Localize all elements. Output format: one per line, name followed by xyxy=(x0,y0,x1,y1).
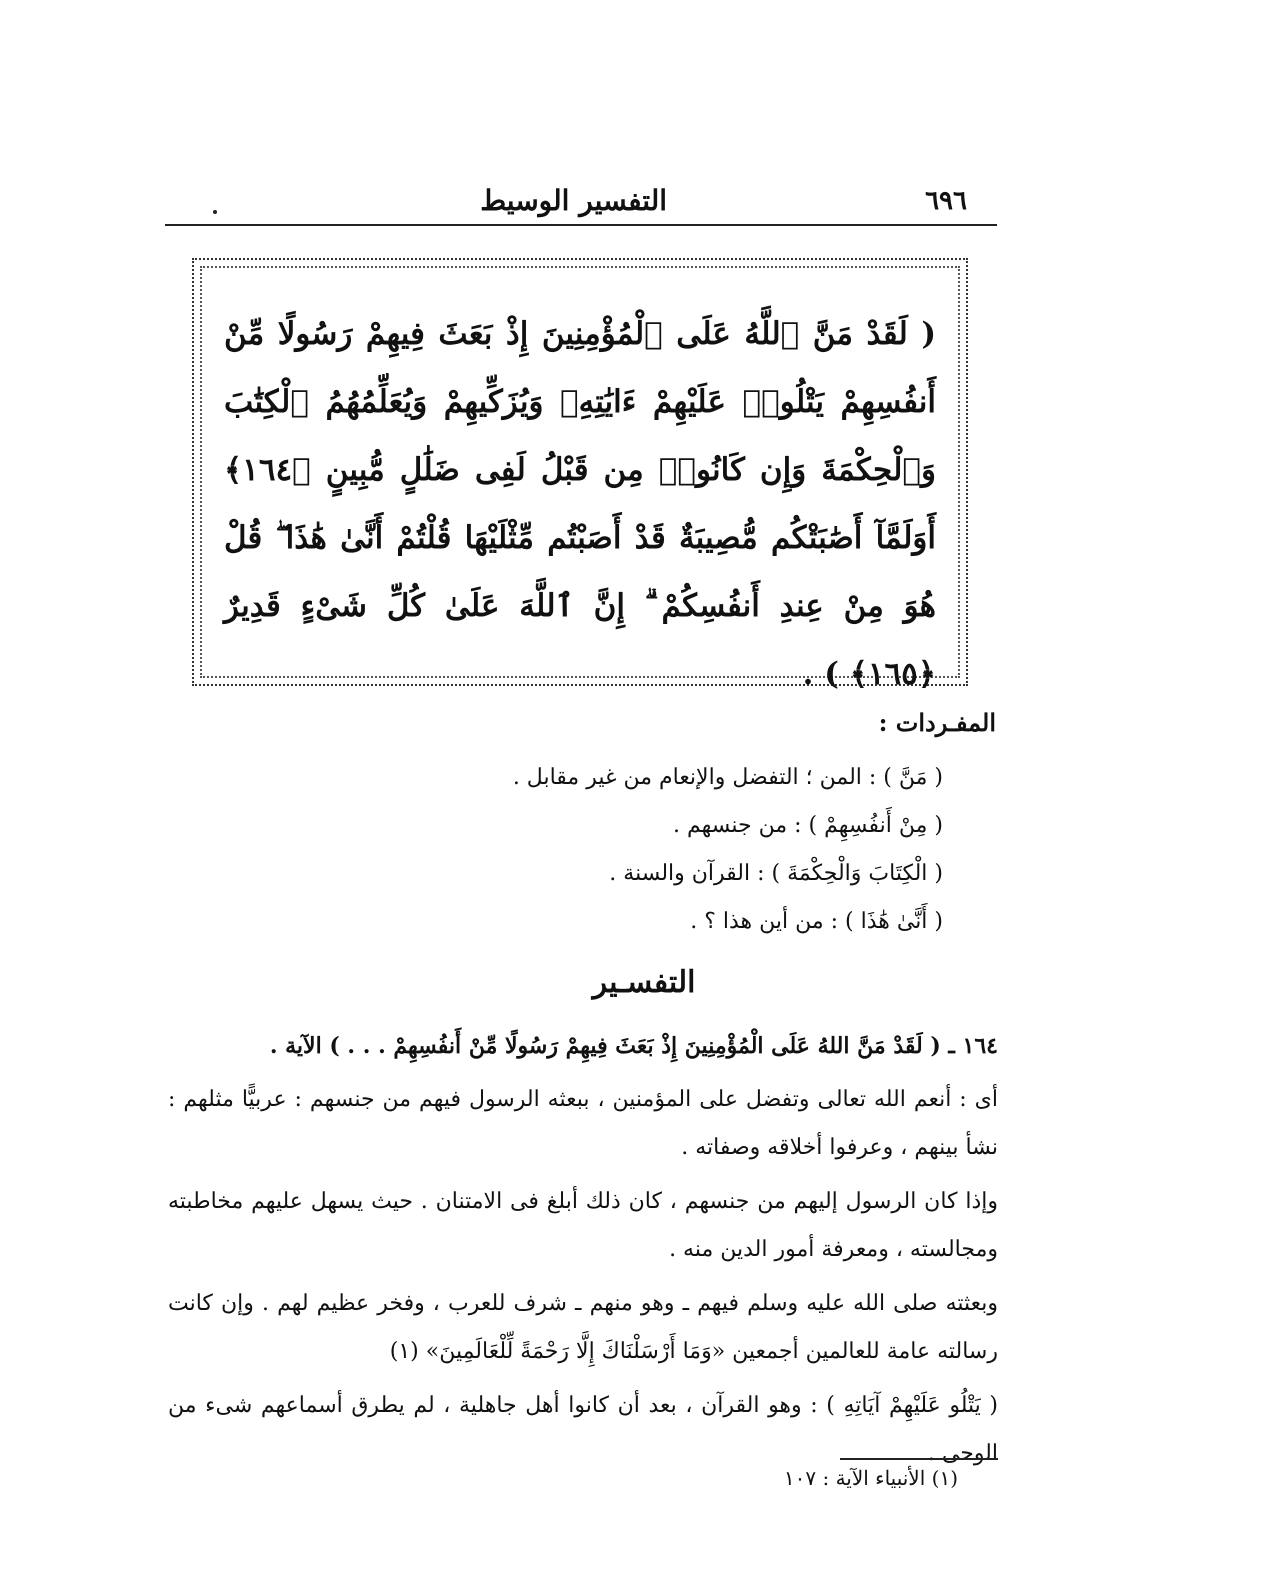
tafsir-section-title: التفسـير xyxy=(592,965,696,1000)
verse-frame xyxy=(192,258,968,692)
tafsir-paragraph: وبعثته صلى الله عليه وسلم فيهم ـ وهو منهم ـ شرف للعرب ، وفخر عظيم لهم . وإن كانت رسالته عامة للعالمين أجمعين «وَمَا أَرْسَلْنَاكَ إِلَّا رَحْمَةً لِّلْعَالَمِينَ» (١) xyxy=(168,1291,998,1364)
tafsir-body xyxy=(168,1022,998,1484)
vocabulary-item: ( أَنَّىٰ هَٰذَا ) : من أين هذا ؟ . xyxy=(690,909,943,934)
vocabulary-heading: المفـردات : xyxy=(878,708,996,737)
vocabulary-item: ( الْكِتَابَ وَالْحِكْمَةَ ) : القرآن والسنة . xyxy=(609,861,943,886)
page-number: ٦٩٦ xyxy=(925,186,967,216)
tafsir-paragraph: ( يَتْلُو عَلَيْهِمْ آيَاتِهِ ) : وهو القرآن ، بعد أن كانوا أهل جاهلية ، لم يطرق أسماعهم شىء من الوحى . xyxy=(168,1393,998,1466)
running-title: التفسير الوسيط xyxy=(480,184,667,217)
tafsir-paragraph: أى : أنعم الله تعالى وتفضل على المؤمنين ، ببعثه الرسول فيهم من جنسهم : عربيًّا مثلهم : نشأ بينهم ، وعرفوا أخلاقه وصفاته . xyxy=(168,1087,998,1160)
vocabulary-list xyxy=(303,754,943,946)
vocabulary-item: ( مَنَّ ) : المن ؛ التفضل والإنعام من غير مقابل . xyxy=(512,765,943,790)
header-mark xyxy=(213,210,217,214)
page-header xyxy=(165,180,997,226)
tafsir-verse-reference: ١٦٤ ـ ( لَقَدْ مَنَّ اللهُ عَلَى الْمُؤْمِنِينَ إِذْ بَعَثَ فِيهِمْ رَسُولًا مِّنْ أَنفُسِهِمْ . . . ) الآية . xyxy=(269,1033,998,1059)
quran-verse-text: ( لَقَدْ مَنَّ ٱللَّهُ عَلَى ٱلْمُؤْمِنِينَ إِذْ بَعَثَ فِيهِمْ رَسُولًا مِّنْ أَنفُسِهِمْ يَتْلُوا۟ عَلَيْهِمْ ءَايَٰتِهِۦ وَيُزَكِّيهِمْ وَيُعَلِّمُهُمُ ٱلْكِتَٰبَ وَٱلْحِكْمَةَ وَإِن كَانُوا۟ مِن قَبْلُ لَفِى ضَلَٰلٍ مُّبِينٍ ﴿١٦٤﴾ أَوَلَمَّآ أَصَٰبَتْكُم مُّصِيبَةٌ قَدْ أَصَبْتُم مِّثْلَيْهَا قُلْتُمْ أَنَّىٰ هَٰذَا ۖ قُلْ هُوَ مِنْ عِندِ أَنفُسِكُمْ ۗ إِنَّ ٱللَّهَ عَلَىٰ كُلِّ شَىْءٍ قَدِيرٌ ﴿١٦٥﴾ ) . xyxy=(224,316,936,692)
footnote: (١) الأنبياء الآية : ١٠٧ xyxy=(783,1466,958,1490)
vocabulary-item: ( مِنْ أَنفُسِهِمْ ) : من جنسهم . xyxy=(672,813,943,838)
tafsir-paragraph: وإذا كان الرسول إليهم من جنسهم ، كان ذلك أبلغ فى الامتنان . حيث يسهل عليهم مخاطبته ومجالسته ، ومعرفة أمور الدين منه . xyxy=(168,1189,998,1262)
footnote-divider xyxy=(840,1458,998,1460)
